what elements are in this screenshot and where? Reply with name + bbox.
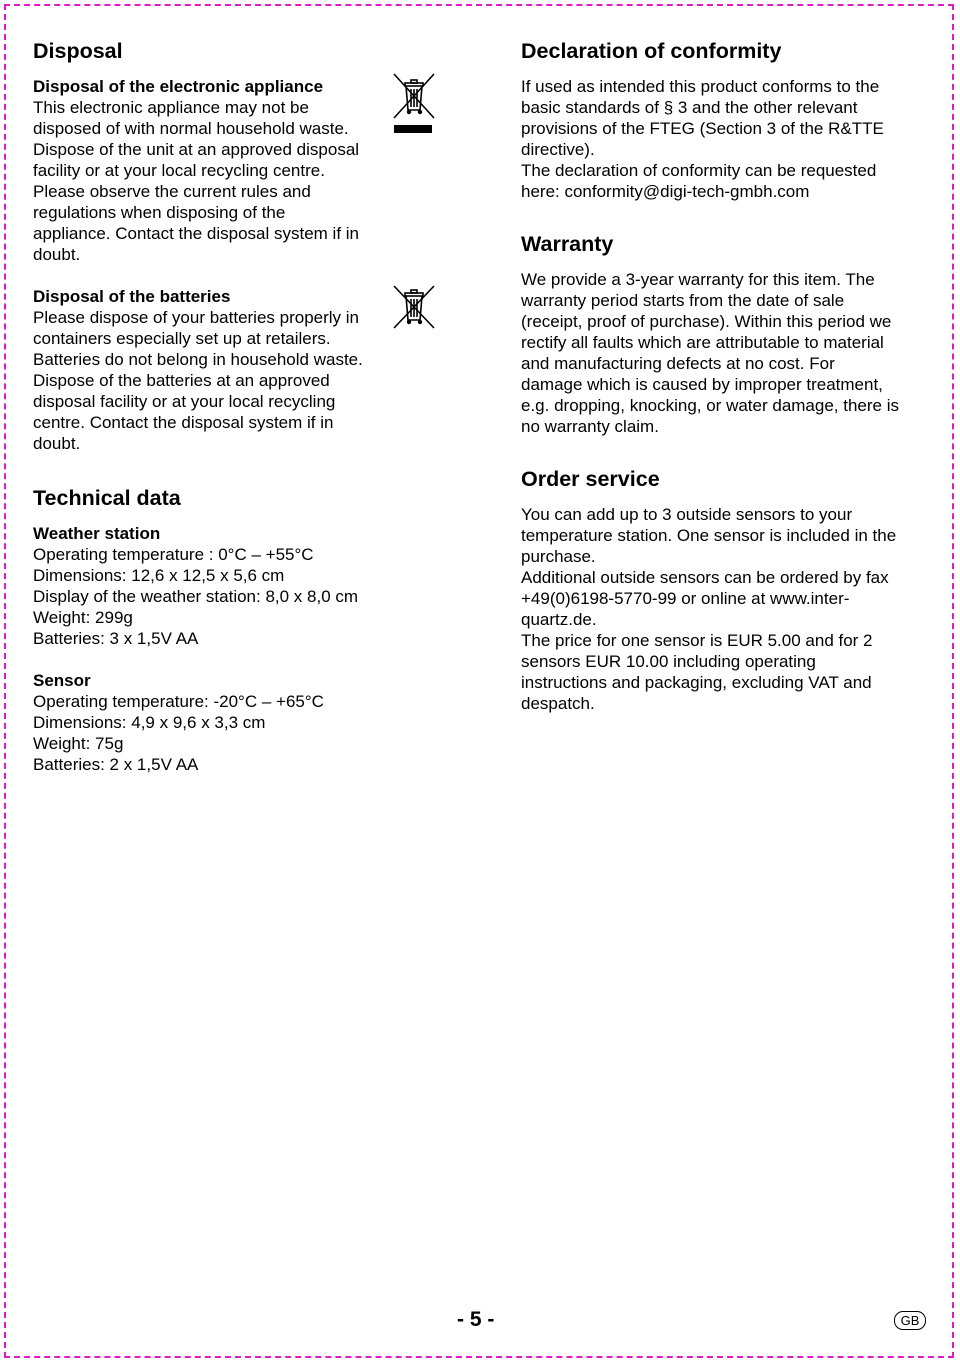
disposal-title: Disposal bbox=[33, 39, 123, 63]
weather-station-heading: Weather station bbox=[33, 524, 161, 543]
weather-station-specs: Operating temperature : 0°C – +55°C Dimensions: 12,6 x 12,5 x 5,6 cm Display of the weather station: 8,0 x 8,0 cm Weight: 299g Batteries: 3 x 1,5V AA bbox=[33, 545, 359, 648]
order-text: You can add up to 3 outside sensors to your temperature station. One sensor is included in the purchase. Additional outside sensors can be ordered by fax +49(0)6198-5770-99 or online at www.inter- quartz.de. The price for one sensor is EUR 5.00 and for 2 sensors EUR 10.00 including operating instructions and packaging, excluding VAT and despatch. bbox=[521, 505, 897, 713]
crossed-battery-bin-icon bbox=[392, 284, 436, 330]
disposal-appliance-heading: Disposal of the electronic appliance bbox=[33, 77, 324, 96]
technical-title: Technical data bbox=[33, 486, 181, 510]
conformity-title: Declaration of conformity bbox=[521, 39, 782, 63]
order-title: Order service bbox=[521, 467, 660, 491]
sensor-heading: Sensor bbox=[33, 671, 91, 690]
sensor-section bbox=[33, 670, 393, 775]
sensor-specs: Operating temperature: -20°C – +65°C Dimensions: 4,9 x 9,6 x 3,3 cm Weight: 75g Batteries: 2 x 1,5V AA bbox=[33, 692, 324, 774]
warranty-text: We provide a 3-year warranty for this item. The warranty period starts from the date of sale (receipt, proof of purchase). Within this period we rectify all faults which are attributable to material and manufacturing defects at no cost. For damage which is caused by improper treatment, e.g. dropping, knocking, or water damage, there is no warranty claim. bbox=[521, 270, 899, 436]
crossed-bin-icon bbox=[392, 72, 436, 136]
language-badge: GB bbox=[894, 1311, 926, 1330]
conformity-text: If used as intended this product conforms to the basic standards of § 3 and the other relevant provisions of the FTEG (Section 3 of the R&TTE directive). The declaration of conformity can be requested here: conformity@digi-tech-gmbh.com bbox=[521, 77, 884, 201]
right-column bbox=[521, 38, 933, 714]
left-column bbox=[33, 38, 393, 796]
page-number: - 5 - bbox=[457, 1308, 495, 1331]
disposal-batteries-heading: Disposal of the batteries bbox=[33, 287, 231, 306]
disposal-batteries-section bbox=[33, 286, 393, 454]
disposal-appliance-section bbox=[33, 76, 393, 265]
disposal-batteries-text: Please dispose of your batteries properly in containers especially set up at retailers. Batteries do not belong in household waste. Dispose of the batteries at an approved disposal facility or at your local recycling centre. Contact the disposal system if in doubt. bbox=[33, 308, 363, 453]
warranty-title: Warranty bbox=[521, 232, 614, 256]
weather-station-section bbox=[33, 523, 393, 649]
disposal-appliance-text: This electronic appliance may not be disposed of with normal household waste. Dispose of the unit at an approved disposal facility or at your local recycling centre. Please observe the current rules and regulations when disposing of the appliance. Contact the disposal system if in doubt. bbox=[33, 98, 360, 264]
